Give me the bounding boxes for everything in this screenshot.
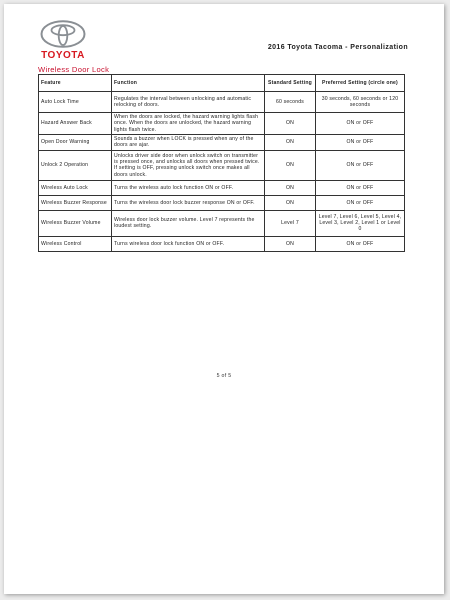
preferred-setting-cell: 30 seconds, 60 seconds or 120 seconds xyxy=(316,92,405,113)
header-function: Function xyxy=(112,75,265,92)
feature-cell: Unlock 2 Operation xyxy=(39,150,112,180)
standard-setting-cell: ON xyxy=(265,135,316,151)
standard-setting-cell: ON xyxy=(265,180,316,195)
function-cell: Unlocks driver side door when unlock switch on transmitter is pressed once, and unlocks all doors when pressed twice. If setting is OFF, pressing unlock switch once makes all doors unlock. xyxy=(112,150,265,180)
function-cell: Turns the wireless auto lock function ON or OFF. xyxy=(112,180,265,195)
document-page xyxy=(4,4,444,594)
standard-setting-cell: 60 seconds xyxy=(265,92,316,113)
page-number: 5 of 5 xyxy=(216,373,232,379)
function-cell: Regulates the interval between unlocking and automatic relocking of doors. xyxy=(112,92,265,113)
settings-table xyxy=(38,74,405,252)
preferred-setting-cell: ON or OFF xyxy=(316,236,405,251)
section-title: Wireless Door Lock xyxy=(38,65,110,74)
function-cell: Turns the wireless door lock buzzer response ON or OFF. xyxy=(112,195,265,210)
standard-setting-cell: Level 7 xyxy=(265,210,316,236)
function-cell: Turns wireless door lock function ON or OFF. xyxy=(112,236,265,251)
feature-cell: Open Door Warning xyxy=(39,135,112,151)
standard-setting-cell: ON xyxy=(265,195,316,210)
table-row xyxy=(39,150,405,180)
table-header-row xyxy=(39,75,405,92)
table-row xyxy=(39,236,405,251)
standard-setting-cell: ON xyxy=(265,113,316,135)
header-feature: Feature xyxy=(39,75,112,92)
feature-cell: Wireless Auto Lock xyxy=(39,180,112,195)
table-row xyxy=(39,135,405,151)
function-cell: Sounds a buzzer when LOCK is pressed when any of the doors are ajar. xyxy=(112,135,265,151)
feature-cell: Wireless Control xyxy=(39,236,112,251)
preferred-setting-cell: ON or OFF xyxy=(316,195,405,210)
table-row xyxy=(39,180,405,195)
toyota-emblem-icon xyxy=(40,20,86,48)
standard-setting-cell: ON xyxy=(265,236,316,251)
preferred-setting-cell: ON or OFF xyxy=(316,113,405,135)
feature-cell: Auto Lock Time xyxy=(39,92,112,113)
preferred-setting-cell: Level 7, Level 6, Level 5, Level 4, Level 3, Level 2, Level 1 or Level 0 xyxy=(316,210,405,236)
table-row xyxy=(39,210,405,236)
preferred-setting-cell: ON or OFF xyxy=(316,180,405,195)
document-title: 2016 Toyota Tacoma - Personalization xyxy=(267,44,408,51)
function-cell: Wireless door lock buzzer volume. Level 7 represents the loudest setting. xyxy=(112,210,265,236)
header-preferred-setting: Preferred Setting (circle one) xyxy=(316,75,405,92)
feature-cell: Wireless Buzzer Volume xyxy=(39,210,112,236)
standard-setting-cell: ON xyxy=(265,150,316,180)
table-row xyxy=(39,113,405,135)
toyota-logo xyxy=(30,20,96,61)
preferred-setting-cell: ON or OFF xyxy=(316,150,405,180)
function-cell: When the doors are locked, the hazard warning lights flash once. When the doors are unlocked, the hazard warning lights flash twice. xyxy=(112,113,265,135)
table-row xyxy=(39,92,405,113)
feature-cell: Hazard Answer Back xyxy=(39,113,112,135)
brand-wordmark: TOYOTA xyxy=(41,50,85,61)
header-standard-setting: Standard Setting xyxy=(265,75,316,92)
preferred-setting-cell: ON or OFF xyxy=(316,135,405,151)
table-row xyxy=(39,195,405,210)
feature-cell: Wireless Buzzer Response xyxy=(39,195,112,210)
